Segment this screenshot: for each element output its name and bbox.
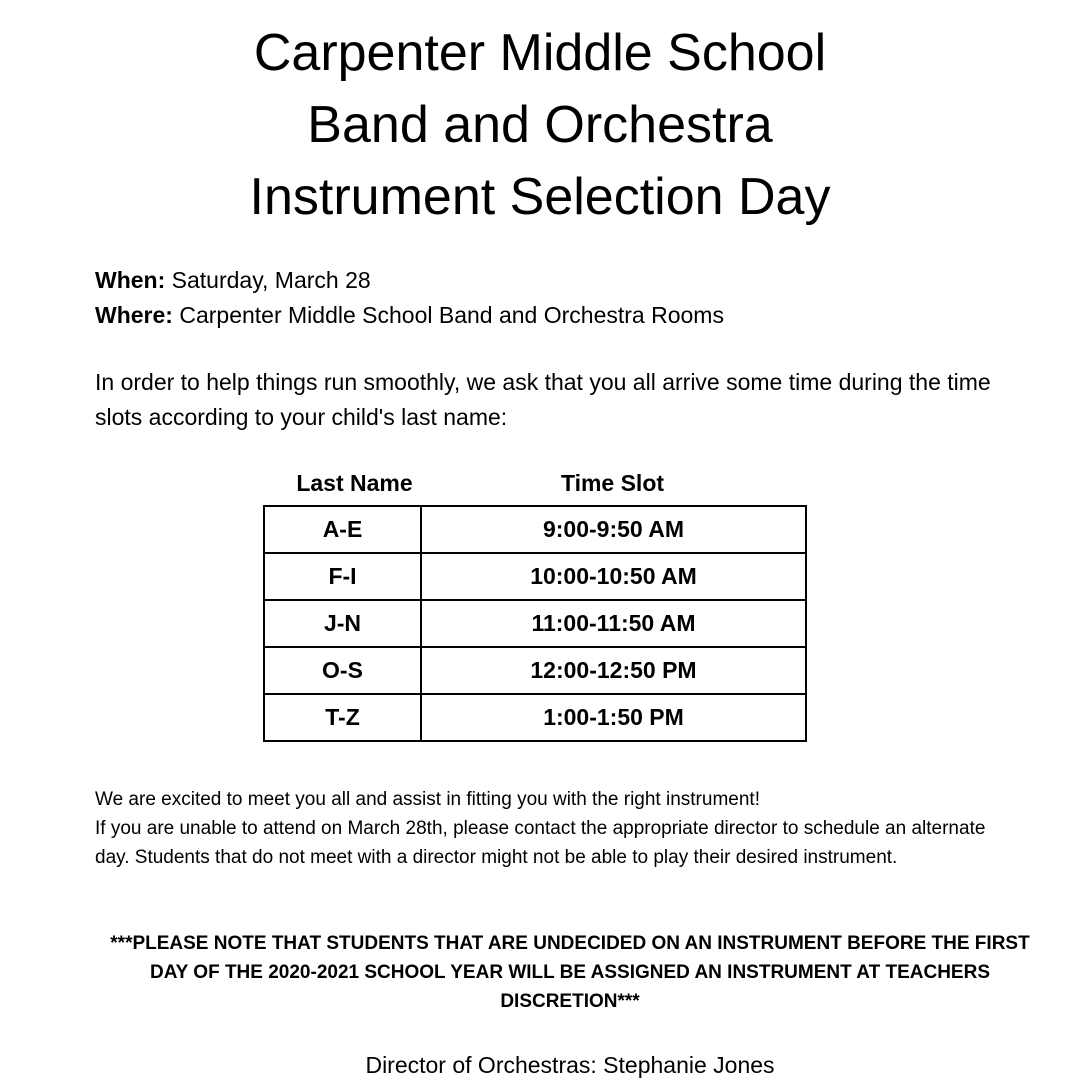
last-name-cell: A-E bbox=[264, 506, 421, 553]
time-slot-cell: 12:00-12:50 PM bbox=[421, 647, 806, 694]
notes bbox=[95, 785, 1025, 872]
header-last-name: Last Name bbox=[296, 470, 413, 496]
where-label: Where: bbox=[95, 302, 173, 328]
table-row bbox=[264, 694, 806, 741]
where-value: Carpenter Middle School Band and Orchestra Rooms bbox=[172, 302, 724, 328]
time-slot-cell: 9:00-9:50 AM bbox=[421, 506, 806, 553]
note-reschedule: If you are unable to attend on March 28th, please contact the appropriate director to schedule an alternate day. Students that do not meet with a director might not be able to play their desired instrument. bbox=[95, 818, 986, 868]
note-excited: We are excited to meet you all and assist in fitting you with the right instrument! bbox=[95, 789, 760, 810]
header-time-slot: Time Slot bbox=[560, 470, 665, 496]
table-row bbox=[264, 506, 806, 553]
table-row bbox=[264, 647, 806, 694]
last-name-cell: O-S bbox=[264, 647, 421, 694]
time-slot-cell: 1:00-1:50 PM bbox=[421, 694, 806, 741]
last-name-cell: J-N bbox=[264, 600, 421, 647]
table-row bbox=[264, 553, 806, 600]
table-row bbox=[264, 600, 806, 647]
when-label: When: bbox=[95, 267, 166, 293]
when-line bbox=[95, 263, 724, 298]
warning-note: ***PLEASE NOTE THAT STUDENTS THAT ARE UNDECIDED ON AN INSTRUMENT BEFORE THE FIRST DAY OF THE 2020-2021 SCHOOL YEAR WILL BE ASSIGNED AN INSTRUMENT AT TEACHERS DISCRETION*** bbox=[110, 933, 1030, 1012]
when-value: Saturday, March 28 bbox=[165, 267, 371, 293]
last-name-cell: F-I bbox=[264, 553, 421, 600]
time-slot-cell: 10:00-10:50 AM bbox=[421, 553, 806, 600]
intro-paragraph: In order to help things run smoothly, we ask that you all arrive some time during the time slots according to your child's last name: bbox=[95, 369, 991, 430]
event-info bbox=[95, 263, 724, 333]
director-line: Director of Orchestras: Stephanie Jones bbox=[365, 1052, 775, 1078]
title-line-2: Band and Orchestra bbox=[307, 96, 773, 154]
title-line-3: Instrument Selection Day bbox=[249, 168, 831, 226]
time-slot-cell: 11:00-11:50 AM bbox=[421, 600, 806, 647]
title-line-1: Carpenter Middle School bbox=[253, 24, 827, 82]
page-title bbox=[0, 17, 1080, 233]
schedule-table bbox=[263, 505, 807, 742]
last-name-cell: T-Z bbox=[264, 694, 421, 741]
where-line bbox=[95, 298, 724, 333]
